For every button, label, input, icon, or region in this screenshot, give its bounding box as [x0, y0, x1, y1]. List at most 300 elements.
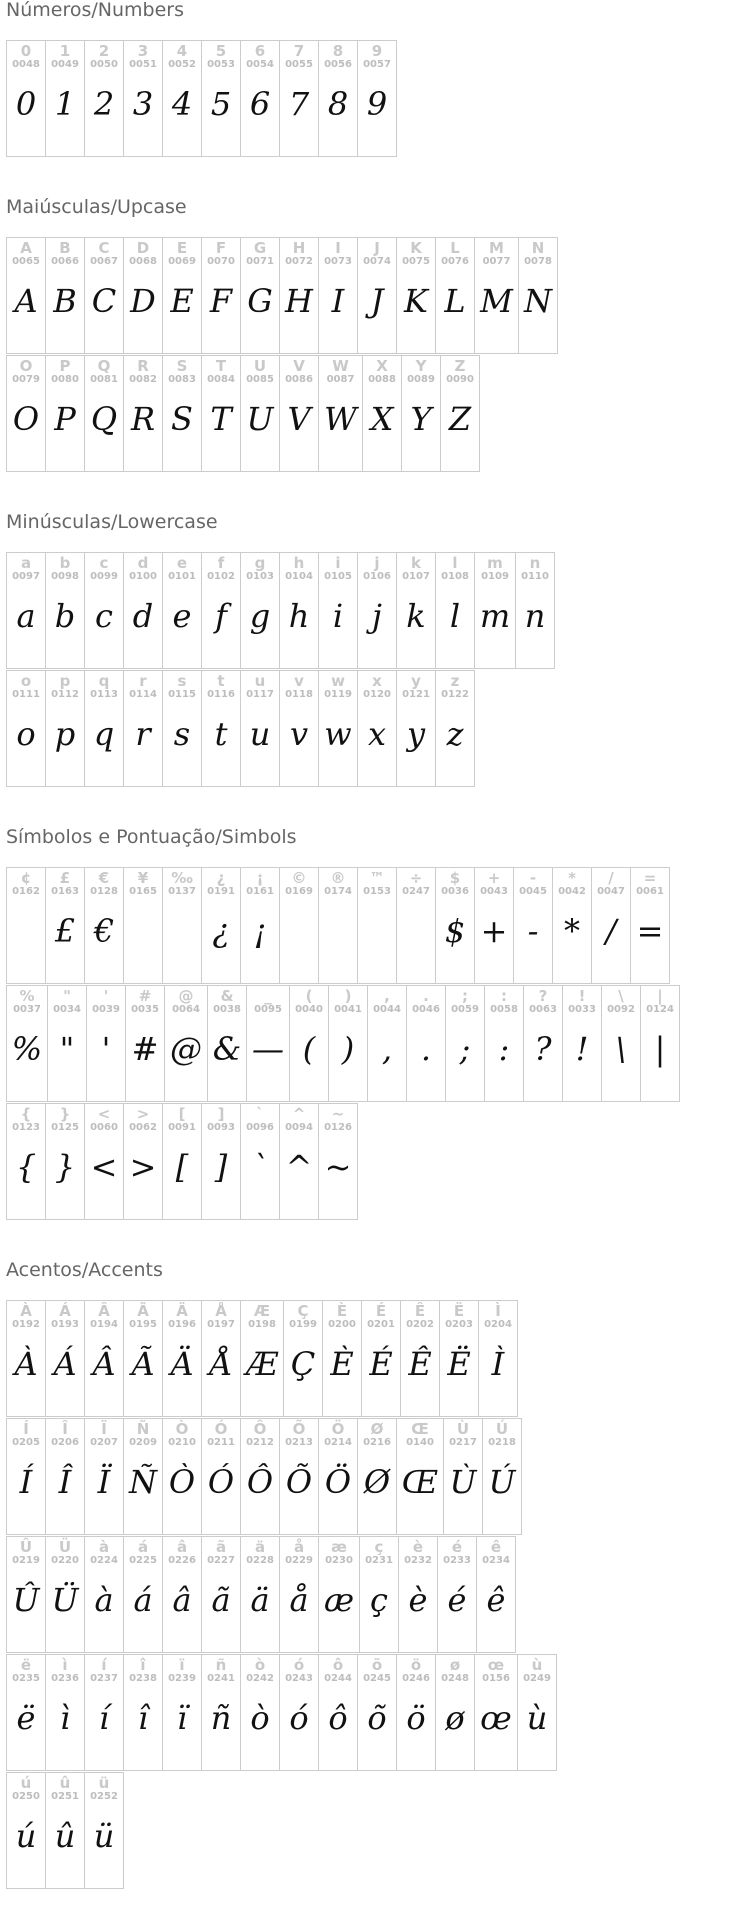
glyph-cell	[435, 237, 475, 354]
glyph-sample: Ö	[324, 1463, 352, 1501]
character-label: X	[376, 357, 388, 375]
glyph-cell	[240, 1418, 280, 1535]
character-label: p	[59, 672, 71, 690]
character-code: 0097	[12, 571, 40, 582]
glyph-cell	[6, 1654, 46, 1771]
glyph-cell	[591, 867, 631, 984]
glyph-sample: f	[215, 597, 227, 635]
character-code: 0207	[90, 1437, 118, 1448]
character-code: 0123	[12, 1122, 40, 1133]
character-code: 0066	[51, 256, 79, 267]
character-code: 0083	[168, 374, 196, 385]
glyph-sample: Â	[92, 1345, 116, 1383]
glyph-cell	[396, 1418, 444, 1535]
character-code: 0089	[407, 374, 435, 385]
character-code: 0067	[90, 256, 118, 267]
glyph-cell	[45, 670, 85, 787]
glyph-cell	[6, 237, 46, 354]
glyph-cell	[601, 985, 641, 1102]
character-label: !	[578, 987, 586, 1005]
glyph-sample: p	[54, 715, 76, 753]
glyph-cell	[123, 867, 163, 984]
glyph-sample: Õ	[285, 1463, 313, 1501]
character-label: P	[59, 357, 71, 375]
glyph-cell	[123, 1300, 163, 1417]
glyph-cell	[318, 40, 358, 157]
glyph-cell	[318, 1103, 358, 1220]
glyph-sample: 9	[366, 85, 388, 123]
glyph-cell	[45, 867, 85, 984]
glyph-sample: œ	[480, 1699, 512, 1737]
character-label: É	[375, 1302, 387, 1320]
glyph-sample: 5	[210, 85, 232, 123]
character-label: b	[59, 554, 71, 572]
glyph-sample: €	[93, 912, 115, 950]
character-label: ~	[331, 1105, 345, 1123]
glyph-sample: £	[54, 912, 76, 950]
glyph-row	[6, 1654, 724, 1771]
character-label: )	[344, 987, 352, 1005]
character-code: 0217	[449, 1437, 477, 1448]
character-label: È	[336, 1302, 348, 1320]
character-label: ç	[374, 1538, 384, 1556]
character-label: Ó	[214, 1420, 228, 1438]
glyph-cell	[478, 1300, 518, 1417]
character-label: ¢	[20, 869, 32, 887]
glyph-sample: ó	[289, 1699, 309, 1737]
glyph-sample: k	[406, 597, 426, 635]
character-label: £	[59, 869, 71, 887]
glyph-sample: Á	[53, 1345, 77, 1383]
character-label: ]	[217, 1105, 225, 1123]
glyph-sample: v	[289, 715, 309, 753]
glyph-sample: G	[247, 282, 273, 320]
character-label: f	[217, 554, 225, 572]
character-label: ù	[531, 1656, 543, 1674]
character-label: Á	[59, 1302, 71, 1320]
glyph-sample: |	[654, 1030, 666, 1068]
character-code: 0200	[328, 1319, 356, 1330]
glyph-sample: Î	[58, 1463, 72, 1501]
glyph-sample: A	[14, 282, 38, 320]
character-label: q	[98, 672, 110, 690]
character-code: 0156	[482, 1673, 510, 1684]
character-label: ì	[62, 1656, 68, 1674]
character-label: R	[137, 357, 149, 375]
character-label: Ù	[456, 1420, 470, 1438]
section-title: Números/Numbers	[6, 0, 184, 21]
glyph-sample: ã	[211, 1581, 231, 1619]
character-label: _	[264, 987, 272, 1005]
glyph-cell	[123, 237, 163, 354]
glyph-cell	[474, 237, 519, 354]
character-code: 0068	[129, 256, 157, 267]
character-code: 0250	[12, 1791, 40, 1802]
character-code: 0199	[289, 1319, 317, 1330]
glyph-cell	[6, 867, 46, 984]
character-label: 9	[371, 42, 383, 60]
glyph-cell	[435, 670, 475, 787]
glyph-sample: <	[90, 1148, 118, 1186]
character-label: A	[20, 239, 32, 257]
glyph-cell	[123, 1536, 163, 1653]
glyph-cell	[398, 1536, 438, 1653]
glyph-cell	[484, 985, 524, 1102]
character-code: 0242	[246, 1673, 274, 1684]
character-code: 0205	[12, 1437, 40, 1448]
character-code: 0192	[12, 1319, 40, 1330]
glyph-sample: Ø	[363, 1463, 391, 1501]
character-label: '	[103, 987, 109, 1005]
glyph-cell	[401, 355, 441, 472]
glyph-sample: ê	[486, 1581, 506, 1619]
character-code: 0055	[285, 59, 313, 70]
glyph-sample: s	[173, 715, 191, 753]
glyph-sample: R	[130, 400, 156, 438]
glyph-cell	[45, 1772, 85, 1889]
character-code: 0116	[207, 689, 235, 700]
character-label: :	[501, 987, 507, 1005]
character-code: 0081	[90, 374, 118, 385]
character-code: 0225	[129, 1555, 157, 1566]
glyph-cell	[357, 867, 397, 984]
character-label: ÷	[409, 869, 423, 887]
glyph-row	[6, 40, 724, 157]
glyph-cell	[164, 985, 208, 1102]
glyph-sample: é	[447, 1581, 467, 1619]
character-label: B	[59, 239, 71, 257]
character-code: 0125	[51, 1122, 79, 1133]
glyph-cell	[201, 237, 241, 354]
glyph-cell	[443, 1418, 483, 1535]
character-code: 0201	[367, 1319, 395, 1330]
character-label: ò	[254, 1656, 266, 1674]
section-maiusculas-upcase	[6, 197, 724, 472]
character-label: w	[331, 672, 345, 690]
glyph-sample: e	[172, 597, 192, 635]
glyph-sample: 0	[15, 85, 37, 123]
character-label: T	[215, 357, 227, 375]
glyph-cell	[318, 237, 358, 354]
glyph-sample: y	[406, 715, 426, 753]
character-code: 0092	[607, 1004, 635, 1015]
glyph-cell	[279, 552, 319, 669]
glyph-sample: V	[287, 400, 311, 438]
glyph-sample: C	[91, 282, 117, 320]
glyph-sample: 7	[288, 85, 310, 123]
glyph-cell	[84, 1536, 124, 1653]
section-simbolos-e-pontuacao-simbols	[6, 827, 724, 1220]
character-code: 0114	[129, 689, 157, 700]
glyph-sample: %	[11, 1030, 43, 1068]
glyph-sample: "	[59, 1030, 75, 1068]
character-label: h	[293, 554, 305, 572]
character-code: 0228	[246, 1555, 274, 1566]
character-code: 0229	[285, 1555, 313, 1566]
glyph-cell	[207, 985, 247, 1102]
glyph-cell	[240, 1654, 280, 1771]
glyph-sample: U	[246, 400, 274, 438]
glyph-cell	[201, 355, 241, 472]
character-code: 0220	[51, 1555, 79, 1566]
glyph-sample: Z	[448, 400, 472, 438]
character-code: 0120	[363, 689, 391, 700]
character-code: 0231	[365, 1555, 393, 1566]
glyph-cell	[162, 1536, 202, 1653]
glyph-sample: $	[444, 912, 466, 950]
glyph-sample: 1	[54, 85, 76, 123]
glyph-cell	[357, 40, 397, 157]
glyph-cell	[162, 1418, 202, 1535]
glyph-cell	[123, 355, 163, 472]
glyph-cell	[45, 1654, 85, 1771]
character-label: ë	[20, 1656, 32, 1674]
glyph-sample: Œ	[401, 1463, 439, 1501]
glyph-cell	[246, 985, 290, 1102]
glyph-cell	[435, 867, 475, 984]
character-label: M	[489, 239, 504, 257]
character-code: 0062	[129, 1122, 157, 1133]
glyph-sample: m	[479, 597, 511, 635]
character-label: Ô	[253, 1420, 267, 1438]
character-label: E	[176, 239, 188, 257]
glyph-cell	[406, 985, 446, 1102]
character-label: /	[608, 869, 614, 887]
glyph-sample: Ê	[408, 1345, 432, 1383]
glyph-cell	[47, 985, 87, 1102]
glyph-sample: í	[98, 1699, 110, 1737]
character-code: 0112	[51, 689, 79, 700]
glyph-sample: Ñ	[129, 1463, 157, 1501]
glyph-sample: ç	[370, 1581, 388, 1619]
character-code: 0096	[246, 1122, 274, 1133]
character-label: 1	[59, 42, 71, 60]
glyph-cell	[6, 1300, 46, 1417]
character-code: 0174	[324, 886, 352, 897]
glyph-cell	[84, 1418, 124, 1535]
glyph-sample: =	[636, 912, 664, 950]
glyph-cell	[45, 40, 85, 157]
character-label: 4	[176, 42, 188, 60]
glyph-sample: î	[137, 1699, 149, 1737]
character-code: 0041	[334, 1004, 362, 1015]
glyph-sample: Å	[209, 1345, 233, 1383]
character-code: 0118	[285, 689, 313, 700]
glyph-cell	[6, 40, 46, 157]
character-label: d	[137, 554, 149, 572]
character-label: À	[20, 1302, 32, 1320]
glyph-sample: a	[16, 597, 36, 635]
character-label: 6	[254, 42, 266, 60]
character-code: 0080	[51, 374, 79, 385]
character-code: 0122	[441, 689, 469, 700]
glyph-cell	[45, 1418, 85, 1535]
character-label: à	[98, 1538, 110, 1556]
character-label: Ì	[495, 1302, 501, 1320]
character-label: Õ	[292, 1420, 306, 1438]
glyph-sample: d	[132, 597, 154, 635]
glyph-cell	[359, 1536, 399, 1653]
character-code: 0045	[519, 886, 547, 897]
glyph-cell	[162, 552, 202, 669]
character-code: 0234	[482, 1555, 510, 1566]
character-label: ê	[490, 1538, 502, 1556]
character-label: 0	[20, 42, 32, 60]
glyph-sample: o	[16, 715, 36, 753]
glyph-cell	[84, 1103, 124, 1220]
glyph-sample: ¡	[253, 912, 267, 950]
glyph-cell	[6, 670, 46, 787]
character-code: 0084	[207, 374, 235, 385]
character-label: Ä	[176, 1302, 188, 1320]
character-label: ™	[369, 869, 385, 887]
glyph-sample: q	[93, 715, 115, 753]
character-label: L	[450, 239, 460, 257]
character-code: 0070	[207, 256, 235, 267]
character-label: Ã	[137, 1302, 149, 1320]
character-label: ó	[293, 1656, 305, 1674]
character-code: 0104	[285, 571, 313, 582]
glyph-sample: È	[330, 1345, 354, 1383]
glyph-sample: å	[289, 1581, 309, 1619]
character-label: Æ	[253, 1302, 271, 1320]
character-label: á	[137, 1538, 149, 1556]
glyph-sample: 2	[93, 85, 115, 123]
character-code: 0202	[406, 1319, 434, 1330]
glyph-cell	[84, 1300, 124, 1417]
glyph-sample: D	[130, 282, 156, 320]
character-code: 0206	[51, 1437, 79, 1448]
glyph-cell	[84, 1654, 124, 1771]
glyph-sample: Í	[19, 1463, 33, 1501]
glyph-cell	[357, 670, 397, 787]
character-label: &	[220, 987, 234, 1005]
glyph-sample: S	[171, 400, 193, 438]
section-title: Acentos/Accents	[6, 1259, 163, 1281]
character-label: $	[449, 869, 461, 887]
glyph-row	[6, 1300, 724, 1417]
character-code: 0235	[12, 1673, 40, 1684]
glyph-cell	[201, 867, 241, 984]
character-label: j	[374, 554, 380, 572]
character-code: 0069	[168, 256, 196, 267]
glyph-sample: Ô	[246, 1463, 274, 1501]
character-label: v	[294, 672, 304, 690]
character-code: 0105	[324, 571, 352, 582]
glyph-cell	[162, 40, 202, 157]
character-code: 0110	[521, 571, 549, 582]
character-label: >	[136, 1105, 150, 1123]
glyph-sample: }	[54, 1148, 76, 1186]
glyph-cell	[357, 1418, 397, 1535]
glyph-cell	[630, 867, 670, 984]
character-label: ú	[20, 1774, 32, 1792]
glyph-cell	[435, 1654, 475, 1771]
glyph-cell	[162, 867, 202, 984]
character-label: m	[487, 554, 503, 572]
glyph-sample: N	[524, 282, 552, 320]
glyph-sample: +	[480, 912, 508, 950]
character-code: 0059	[451, 1004, 479, 1015]
character-label: €	[98, 869, 110, 887]
glyph-sample: X	[370, 400, 394, 438]
glyph-cell	[84, 670, 124, 787]
character-code: 0043	[480, 886, 508, 897]
glyph-sample: ä	[250, 1581, 270, 1619]
glyph-cell	[476, 1536, 516, 1653]
character-label: Ø	[370, 1420, 384, 1438]
character-code: 0195	[129, 1319, 157, 1330]
glyph-sample: Y	[410, 400, 432, 438]
glyph-cell	[6, 1536, 46, 1653]
character-label: K	[410, 239, 422, 257]
glyph-cell	[562, 985, 602, 1102]
glyph-sample: Ç	[290, 1345, 316, 1383]
glyph-sample: j	[372, 597, 382, 635]
glyph-cell	[240, 1103, 280, 1220]
character-label: g	[254, 554, 266, 572]
glyph-cell	[279, 1418, 319, 1535]
character-label: ©	[291, 869, 307, 887]
character-code: 0051	[129, 59, 157, 70]
character-label: ö	[410, 1656, 422, 1674]
glyph-cell	[84, 867, 124, 984]
character-code: 0057	[363, 59, 391, 70]
character-code: 0076	[441, 256, 469, 267]
character-code: 0094	[285, 1122, 313, 1133]
glyph-sample: ^	[285, 1148, 313, 1186]
glyph-cell	[125, 985, 165, 1102]
character-code: 0056	[324, 59, 352, 70]
glyph-cell	[517, 1654, 557, 1771]
glyph-sample: H	[285, 282, 313, 320]
glyph-cell	[318, 355, 363, 472]
character-label: l	[452, 554, 458, 572]
character-code: 0238	[129, 1673, 157, 1684]
character-label: k	[411, 554, 421, 572]
glyph-cell	[289, 985, 329, 1102]
glyph-cell	[318, 670, 358, 787]
character-label: Ç	[297, 1302, 309, 1320]
glyph-cell	[240, 670, 280, 787]
glyph-sample: û	[54, 1817, 76, 1855]
glyph-cell	[367, 985, 407, 1102]
character-code: 0065	[12, 256, 40, 267]
glyph-cell	[162, 1654, 202, 1771]
character-label: Ñ	[136, 1420, 150, 1438]
glyph-cell	[552, 867, 592, 984]
character-label: â	[176, 1538, 188, 1556]
glyph-sample: ú	[15, 1817, 37, 1855]
glyph-cell	[523, 985, 563, 1102]
character-label: {	[20, 1105, 32, 1123]
character-label: Î	[62, 1420, 68, 1438]
glyph-cell	[396, 552, 436, 669]
character-code: 0210	[168, 1437, 196, 1448]
glyph-sample: -	[527, 912, 539, 950]
glyph-cell	[474, 1654, 518, 1771]
glyph-cell	[357, 552, 397, 669]
character-code: 0193	[51, 1319, 79, 1330]
glyph-row	[6, 1418, 724, 1535]
glyph-cell	[279, 40, 319, 157]
character-label: Å	[215, 1302, 227, 1320]
character-code: 0049	[51, 59, 79, 70]
character-code: 0163	[51, 886, 79, 897]
character-label: s	[177, 672, 187, 690]
glyph-sample: z	[446, 715, 464, 753]
character-code: 0211	[207, 1437, 235, 1448]
